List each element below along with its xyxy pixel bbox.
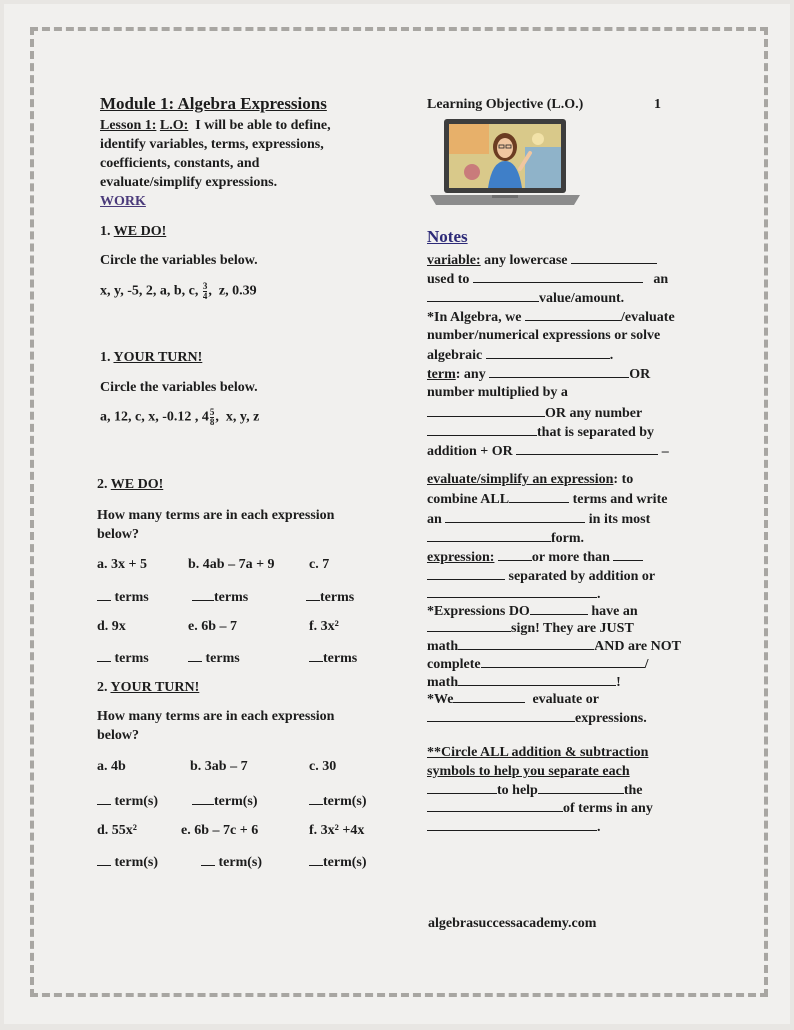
answer-1e bbox=[188, 649, 240, 668]
terms-question-2: below? bbox=[97, 527, 139, 542]
notes-eval-line-2 bbox=[427, 490, 667, 509]
notes-heading: Notes bbox=[427, 227, 468, 246]
terms-question: How many terms are in each expression bbox=[97, 508, 335, 523]
note-blank[interactable] bbox=[613, 548, 643, 561]
lesson-label: Lesson 1: bbox=[100, 118, 157, 133]
answer-blank[interactable] bbox=[306, 588, 320, 601]
answer-blank[interactable] bbox=[97, 588, 111, 601]
notes-eval-line-4 bbox=[427, 529, 584, 548]
note-text: or more than bbox=[531, 550, 610, 565]
numerator: 3 bbox=[202, 281, 208, 291]
section2-we-do bbox=[97, 476, 163, 494]
numerator: 5 bbox=[209, 407, 215, 417]
work-label: WORK bbox=[100, 194, 146, 209]
expr-2a: a. 4b bbox=[97, 759, 126, 774]
note-text: value/amount. bbox=[539, 291, 625, 306]
denominator: 4 bbox=[202, 291, 208, 301]
notes-circle-line-2: symbols to help you separate each bbox=[427, 764, 630, 779]
note-blank[interactable] bbox=[538, 781, 624, 794]
denominator: 8 bbox=[209, 417, 215, 427]
expr-1e: e. 6b – 7 bbox=[188, 619, 237, 634]
your-turn-heading: YOUR TURN! bbox=[113, 350, 203, 365]
answer-1c bbox=[306, 588, 354, 607]
lesson-line-3: coefficients, constants, and bbox=[100, 156, 260, 171]
notes-term-line-4 bbox=[427, 423, 654, 442]
notes-circle-line-5: . bbox=[427, 818, 601, 837]
note-text: of terms in any bbox=[563, 801, 653, 816]
note-blank[interactable] bbox=[525, 308, 621, 321]
answer-blank[interactable] bbox=[201, 853, 215, 866]
answer-unit: term(s) bbox=[114, 855, 159, 870]
answer-blank[interactable] bbox=[192, 792, 214, 805]
notes-do-line-5: math ! bbox=[427, 675, 621, 690]
section-number: 2. bbox=[97, 477, 108, 492]
notes-term-line-1 bbox=[427, 365, 650, 384]
note-text: the bbox=[623, 783, 643, 798]
term-term: term bbox=[427, 367, 456, 382]
expr-1a: a. 3x + 5 bbox=[97, 557, 147, 572]
answer-unit: term(s) bbox=[323, 855, 367, 870]
answer-2f bbox=[309, 853, 367, 872]
note-blank[interactable] bbox=[530, 602, 588, 615]
list-text: a, 12, c, x, -0.12 , 4 bbox=[100, 409, 209, 425]
lesson-line-2: identify variables, terms, expressions, bbox=[100, 137, 324, 152]
expr-1c: c. 7 bbox=[309, 557, 330, 572]
expr-2d: d. 55x² bbox=[97, 823, 137, 838]
notes-expression-line-3: . bbox=[427, 585, 601, 604]
notes-expression-line-1 bbox=[427, 548, 643, 567]
note-text: : to bbox=[613, 472, 634, 487]
answer-blank[interactable] bbox=[309, 853, 323, 866]
note-blank[interactable] bbox=[427, 567, 505, 580]
answer-unit: terms bbox=[114, 651, 149, 666]
expression-term: expression: bbox=[427, 550, 495, 565]
notes-do-line-2 bbox=[427, 619, 634, 638]
answer-blank[interactable] bbox=[192, 588, 214, 601]
note-text: *Expressions DO bbox=[427, 604, 530, 619]
notes-variable-line-2 bbox=[427, 270, 668, 289]
note-blank[interactable] bbox=[486, 346, 610, 359]
teacher-laptop-illustration bbox=[430, 117, 580, 209]
variables-list-2: a, 12, c, x, -0.12 , 4 $\frac{5}{8}$ , x, y, z bbox=[100, 407, 260, 427]
note-text: sign! They are JUST bbox=[511, 621, 634, 636]
answer-unit: term(s) bbox=[323, 794, 367, 809]
we-do-heading: WE DO! bbox=[110, 477, 164, 492]
note-blank[interactable] bbox=[458, 673, 616, 686]
we-do-heading: WE DO! bbox=[113, 224, 167, 239]
note-text: math bbox=[427, 675, 459, 690]
answer-unit: terms bbox=[114, 590, 149, 605]
answer-blank[interactable] bbox=[309, 792, 323, 805]
note-blank[interactable] bbox=[445, 510, 585, 523]
notes-do-line-4: complete / bbox=[427, 657, 649, 672]
note-text: terms and write bbox=[572, 492, 668, 507]
terms-question-4: below? bbox=[97, 728, 139, 743]
answer-blank[interactable] bbox=[309, 649, 323, 662]
note-text: OR any number bbox=[545, 406, 643, 421]
module-title: Module 1: Algebra Expressions bbox=[100, 94, 327, 113]
note-blank[interactable] bbox=[498, 548, 532, 561]
note-blank[interactable] bbox=[427, 709, 575, 722]
note-text: : any bbox=[455, 367, 486, 382]
note-blank[interactable] bbox=[571, 251, 657, 264]
answer-blank[interactable] bbox=[188, 649, 202, 662]
expr-1d: d. 9x bbox=[97, 619, 126, 634]
note-text: form. bbox=[551, 531, 585, 546]
evaluate-term: evaluate/simplify an expression bbox=[427, 472, 614, 487]
expr-1b: b. 4ab – 7a + 9 bbox=[188, 557, 275, 572]
fraction-3-4 bbox=[203, 282, 208, 301]
note-blank[interactable] bbox=[427, 423, 537, 436]
answer-1a bbox=[97, 588, 149, 607]
note-text: used to bbox=[427, 272, 470, 287]
expr-2b: b. 3ab – 7 bbox=[190, 759, 248, 774]
answer-unit: terms bbox=[205, 651, 240, 666]
note-blank[interactable] bbox=[427, 799, 563, 812]
note-blank[interactable] bbox=[473, 270, 643, 283]
expr-1f: f. 3x² bbox=[309, 619, 339, 634]
answer-1f bbox=[309, 649, 357, 668]
website-footer: algebrasuccessacademy.com bbox=[428, 916, 597, 931]
answer-blank[interactable] bbox=[97, 649, 111, 662]
lo-label: L.O: bbox=[159, 118, 189, 133]
note-text: /evaluate bbox=[621, 310, 675, 325]
list-text: x, y, -5, 2, a, b, c, bbox=[100, 283, 199, 299]
note-blank[interactable] bbox=[427, 818, 597, 831]
notes-we-line-1 bbox=[427, 690, 599, 709]
section-number: 2. bbox=[97, 680, 108, 695]
note-blank[interactable] bbox=[427, 529, 551, 542]
note-blank[interactable] bbox=[458, 637, 594, 650]
expr-2c: c. 30 bbox=[309, 759, 337, 774]
notes-algebra-line-1 bbox=[427, 308, 675, 327]
variable-term: variable: bbox=[427, 253, 481, 268]
note-blank[interactable] bbox=[481, 655, 645, 668]
note-blank[interactable] bbox=[427, 289, 539, 302]
your-turn-heading: YOUR TURN! bbox=[110, 680, 200, 695]
note-text: an bbox=[427, 512, 442, 527]
note-text: any lowercase bbox=[484, 253, 568, 268]
note-blank[interactable] bbox=[509, 490, 569, 503]
notes-expression-line-2 bbox=[427, 567, 655, 586]
notes-do-line-3 bbox=[427, 637, 681, 656]
fraction-5-8 bbox=[210, 408, 215, 427]
answer-2e bbox=[201, 853, 262, 872]
note-blank[interactable] bbox=[516, 442, 658, 455]
notes-term-line-3 bbox=[427, 404, 642, 423]
worksheet-page bbox=[4, 4, 790, 1024]
note-text: addition + OR bbox=[427, 444, 513, 459]
list-end: z, 0.39 bbox=[218, 283, 257, 299]
answer-1d bbox=[97, 649, 149, 668]
answer-unit: term(s) bbox=[218, 855, 263, 870]
note-blank[interactable] bbox=[427, 404, 545, 417]
note-text: to help bbox=[497, 783, 538, 798]
note-text: that is separated by bbox=[537, 425, 655, 440]
note-blank[interactable] bbox=[427, 585, 597, 598]
note-text: complete bbox=[427, 657, 481, 672]
note-text: algebraic bbox=[427, 348, 483, 363]
notes-algebra-line-2: number/numerical expressions or solve bbox=[427, 328, 661, 343]
notes-variable-line-3 bbox=[427, 289, 624, 308]
notes-circle-line-4 bbox=[427, 799, 653, 818]
note-text: combine ALL bbox=[427, 492, 510, 507]
note-text: math bbox=[427, 639, 459, 654]
note-text: in its most bbox=[588, 512, 651, 527]
notes-circle-line-3 bbox=[427, 781, 643, 800]
answer-1b bbox=[192, 588, 248, 607]
notes-algebra-line-3: algebraic . bbox=[427, 348, 614, 363]
note-blank[interactable] bbox=[427, 781, 497, 794]
notes-circle-line-1: **Circle ALL addition & subtraction bbox=[427, 745, 649, 760]
note-text: have an bbox=[591, 604, 638, 619]
note-text: *We bbox=[427, 692, 454, 707]
note-blank[interactable] bbox=[427, 619, 511, 632]
section1-we-do bbox=[100, 223, 166, 241]
expr-2f: f. 3x² +4x bbox=[309, 823, 365, 838]
section-number: 1. bbox=[100, 224, 111, 239]
note-text: separated by addition or bbox=[508, 569, 656, 584]
notes-eval-line-3 bbox=[427, 510, 650, 529]
answer-unit: terms bbox=[214, 590, 249, 605]
note-text: OR bbox=[629, 367, 651, 382]
lesson-line-4: evaluate/simplify expressions. bbox=[100, 175, 278, 190]
learning-objective-title: Learning Objective (L.O.) bbox=[427, 97, 584, 112]
notes-term-line-2: number multiplied by a bbox=[427, 385, 568, 400]
answer-2b bbox=[192, 792, 258, 811]
section2-your-turn bbox=[97, 679, 199, 697]
page-number: 1 bbox=[654, 97, 661, 112]
answer-unit: terms bbox=[320, 590, 355, 605]
notes-term-line-5: addition + OR – bbox=[427, 444, 669, 459]
answer-unit: terms bbox=[323, 651, 358, 666]
lesson-line-1 bbox=[100, 117, 331, 135]
section1-your-turn bbox=[100, 349, 202, 367]
answer-2a bbox=[97, 792, 158, 811]
answer-2c bbox=[309, 792, 367, 811]
note-text: an bbox=[653, 272, 669, 287]
terms-question-3: How many terms are in each expression bbox=[97, 709, 335, 724]
circle-variables-instruction-2: Circle the variables below. bbox=[100, 380, 258, 395]
expr-2e: e. 6b – 7c + 6 bbox=[181, 823, 259, 838]
answer-blank[interactable] bbox=[97, 792, 111, 805]
answer-2d bbox=[97, 853, 158, 872]
answer-unit: term(s) bbox=[114, 794, 159, 809]
circle-variables-instruction: Circle the variables below. bbox=[100, 253, 258, 268]
variables-list-1: x, y, -5, 2, a, b, c, $\frac{3}{4}$ , z, 0.39 bbox=[100, 281, 257, 301]
answer-unit: term(s) bbox=[214, 794, 258, 809]
notes-we-line-2 bbox=[427, 709, 647, 728]
note-blank[interactable] bbox=[453, 690, 525, 703]
lesson-text: I will be able to define, bbox=[195, 118, 331, 133]
list-end: x, y, z bbox=[225, 409, 260, 425]
section-number: 1. bbox=[100, 350, 111, 365]
note-text: expressions. bbox=[575, 711, 647, 726]
note-text: evaluate or bbox=[532, 692, 599, 707]
notes-variable-line-1 bbox=[427, 251, 657, 270]
notes-eval-line-1 bbox=[427, 471, 633, 489]
note-blank[interactable] bbox=[489, 365, 629, 378]
answer-blank[interactable] bbox=[97, 853, 111, 866]
note-text: AND are NOT bbox=[594, 639, 681, 654]
note-text: *In Algebra, we bbox=[427, 310, 522, 325]
